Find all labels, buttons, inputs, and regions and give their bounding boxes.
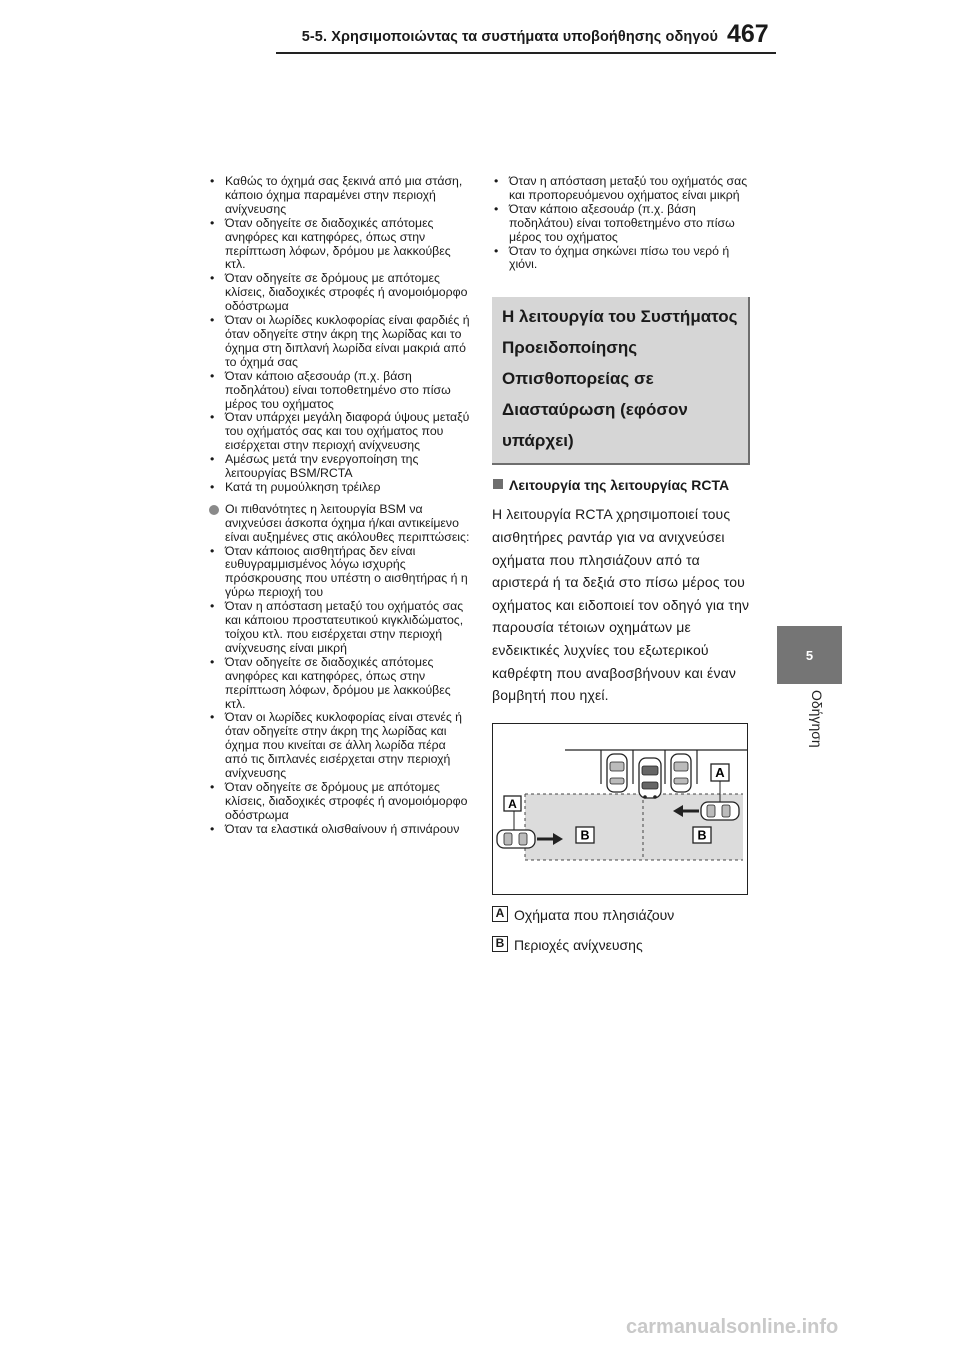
square-bullet-icon bbox=[493, 479, 503, 489]
list-item: • Όταν η απόσταση μεταξύ του οχήματός σας και προπορευόμενου οχήματος είναι μικρή bbox=[492, 175, 750, 203]
list-item: • Όταν κάποιος αισθητήρας δεν είναι ευθυγραμμισμένος λόγω ισχυρής πρόσκρουσης που υπέστη ο αισθητήρας ή η γύρω περιοχή του bbox=[208, 545, 470, 601]
label-a-left: A bbox=[508, 796, 517, 811]
body-paragraph: Η λειτουργία RCTA χρησιμοποιεί τους αισθητήρες ραντάρ για να ανιχνεύσει οχήματα που πλησιάζουν από τα αριστερά ή τα δεξιά στο πίσω μέρος του οχήματος και ειδοποιεί τον οδηγό για την παρουσία τέτοιων οχημάτων με ενδεικτικές λυχνίες του εξωτερικού καθρέφτη που αναβοσβήνουν και έναν βομβητή που ηχεί. bbox=[492, 506, 750, 704]
left-bullet-list-1 bbox=[208, 175, 470, 495]
list-item: • Καθώς το όχημά σας ξεκινά από μια στάση, κάποιο όχημα παραμένει στην περιοχή ανίχνευσης bbox=[208, 175, 470, 217]
legend-text-a: Οχήματα που πλησιάζουν bbox=[514, 906, 675, 923]
right-column bbox=[492, 175, 750, 955]
rcta-diagram bbox=[493, 724, 747, 894]
label-b-right: B bbox=[697, 828, 707, 843]
right-bullet-list bbox=[492, 175, 750, 272]
note-text: Οι πιθανότητες η λειτουργία BSM να ανιχνεύσει άσκοπα όχημα ή/και αντικείμενο είναι αυξημένες στις ακόλουθες περιπτώσεις: bbox=[225, 501, 470, 544]
chapter-number: 5 bbox=[805, 647, 814, 663]
parked-car-icon bbox=[671, 754, 691, 792]
approaching-car-left-icon bbox=[497, 830, 535, 848]
list-item: • Όταν οδηγείτε σε διαδοχικές απότομες ανηφόρες και κατηφόρες, όπως στην περίπτωση λόφων, δρόμου με λακκούβες κτλ. bbox=[208, 217, 470, 273]
legend-key-a: A bbox=[492, 906, 508, 922]
legend-key-b: B bbox=[492, 936, 508, 952]
section-heading: Η λειτουργία του Συστήματος Προειδοποίησης Οπισθοπορείας σε Διασταύρωση (εφόσον υπάρχει) bbox=[492, 297, 750, 465]
chapter-tab bbox=[777, 626, 842, 684]
subheading-text: Λειτουργία της λειτουργίας RCTA bbox=[509, 477, 730, 494]
label-b-left: B bbox=[580, 828, 590, 843]
list-item: • Όταν οι λωρίδες κυκλοφορίας είναι στενές ή όταν οδηγείτε στην άκρη της λωρίδας και όχημα που κινείται σε άλλη λωρίδα πέρα από τις διπλανές εισέρχεται στην περιοχή ανίχνευσης bbox=[208, 711, 470, 781]
list-item: • Αμέσως μετά την ενεργοποίηση της λειτουργίας BSM/RCTA bbox=[208, 453, 470, 481]
parked-car-icon bbox=[607, 754, 627, 792]
header-rule bbox=[276, 52, 776, 54]
left-column bbox=[208, 175, 470, 837]
list-item: • Όταν οδηγείτε σε διαδοχικές απότομες ανηφόρες και κατηφόρες, όπως στην περίπτωση λόφων, δρόμου με λακκούβες κτλ. bbox=[208, 656, 470, 712]
left-bullet-list-2 bbox=[208, 545, 470, 837]
legend-item bbox=[492, 905, 750, 925]
chapter-label: Οδήγηση bbox=[809, 690, 825, 748]
note-paragraph bbox=[208, 503, 470, 545]
label-a-right: A bbox=[715, 764, 725, 780]
list-item: • Όταν τα ελαστικά ολισθαίνουν ή σπινάρουν bbox=[208, 823, 470, 837]
list-item: • Όταν υπάρχει μεγάλη διαφορά ύψους μεταξύ του οχήματός σας και του οχήματος που εισέρχεται στην περιοχή ανίχνευσης bbox=[208, 411, 470, 453]
list-item: • Όταν κάποιο αξεσουάρ (π.χ. βάση ποδηλάτου) είναι τοποθετημένο στο πίσω μέρος του οχήματος bbox=[492, 203, 750, 245]
approaching-car-right-icon bbox=[701, 802, 739, 820]
rcta-illustration bbox=[492, 723, 748, 895]
list-item: • Όταν κάποιο αξεσουάρ (π.χ. βάση ποδηλάτου) είναι τοποθετημένο στο πίσω μέρος του οχήματος bbox=[208, 370, 470, 412]
list-item: • Όταν οι λωρίδες κυκλοφορίας είναι φαρδιές ή όταν οδηγείτε στην άκρη της λωρίδας και το όχημα στη διπλανή λωρίδα είναι μακριά από το όχημά σας bbox=[208, 314, 470, 370]
reversing-car-icon bbox=[639, 758, 661, 799]
legend-text-b: Περιοχές ανίχνευσης bbox=[514, 936, 643, 953]
list-item: • Όταν οδηγείτε σε δρόμους με απότομες κλίσεις, διαδοχικές στροφές ή ανομοιόμορφο οδόστρωμα bbox=[208, 272, 470, 314]
list-item: • Όταν οδηγείτε σε δρόμους με απότομες κλίσεις, διαδοχικές στροφές ή ανομοιόμορφο οδόστρωμα bbox=[208, 781, 470, 823]
note-dot-icon bbox=[209, 505, 219, 515]
list-item: • Όταν η απόσταση μεταξύ του οχήματός σας και κάποιου προστατευτικού κιγκλιδώματος, τοίχου κτλ. που εισέρχεται στην περιοχή ανίχνευσης είναι μικρή bbox=[208, 600, 470, 656]
watermark: carmanualsonline.info bbox=[626, 1316, 839, 1338]
header-section-title: 5-5. Χρησιμοποιώντας τα συστήματα υποβοήθησης οδηγού bbox=[301, 29, 718, 45]
page-number: 467 bbox=[727, 20, 769, 48]
list-item: • Κατά τη ρυμούλκηση τρέιλερ bbox=[208, 481, 470, 495]
legend-item bbox=[492, 935, 750, 955]
subheading bbox=[492, 475, 750, 495]
list-item: • Όταν το όχημα σηκώνει πίσω του νερό ή χιόνι. bbox=[492, 245, 750, 273]
